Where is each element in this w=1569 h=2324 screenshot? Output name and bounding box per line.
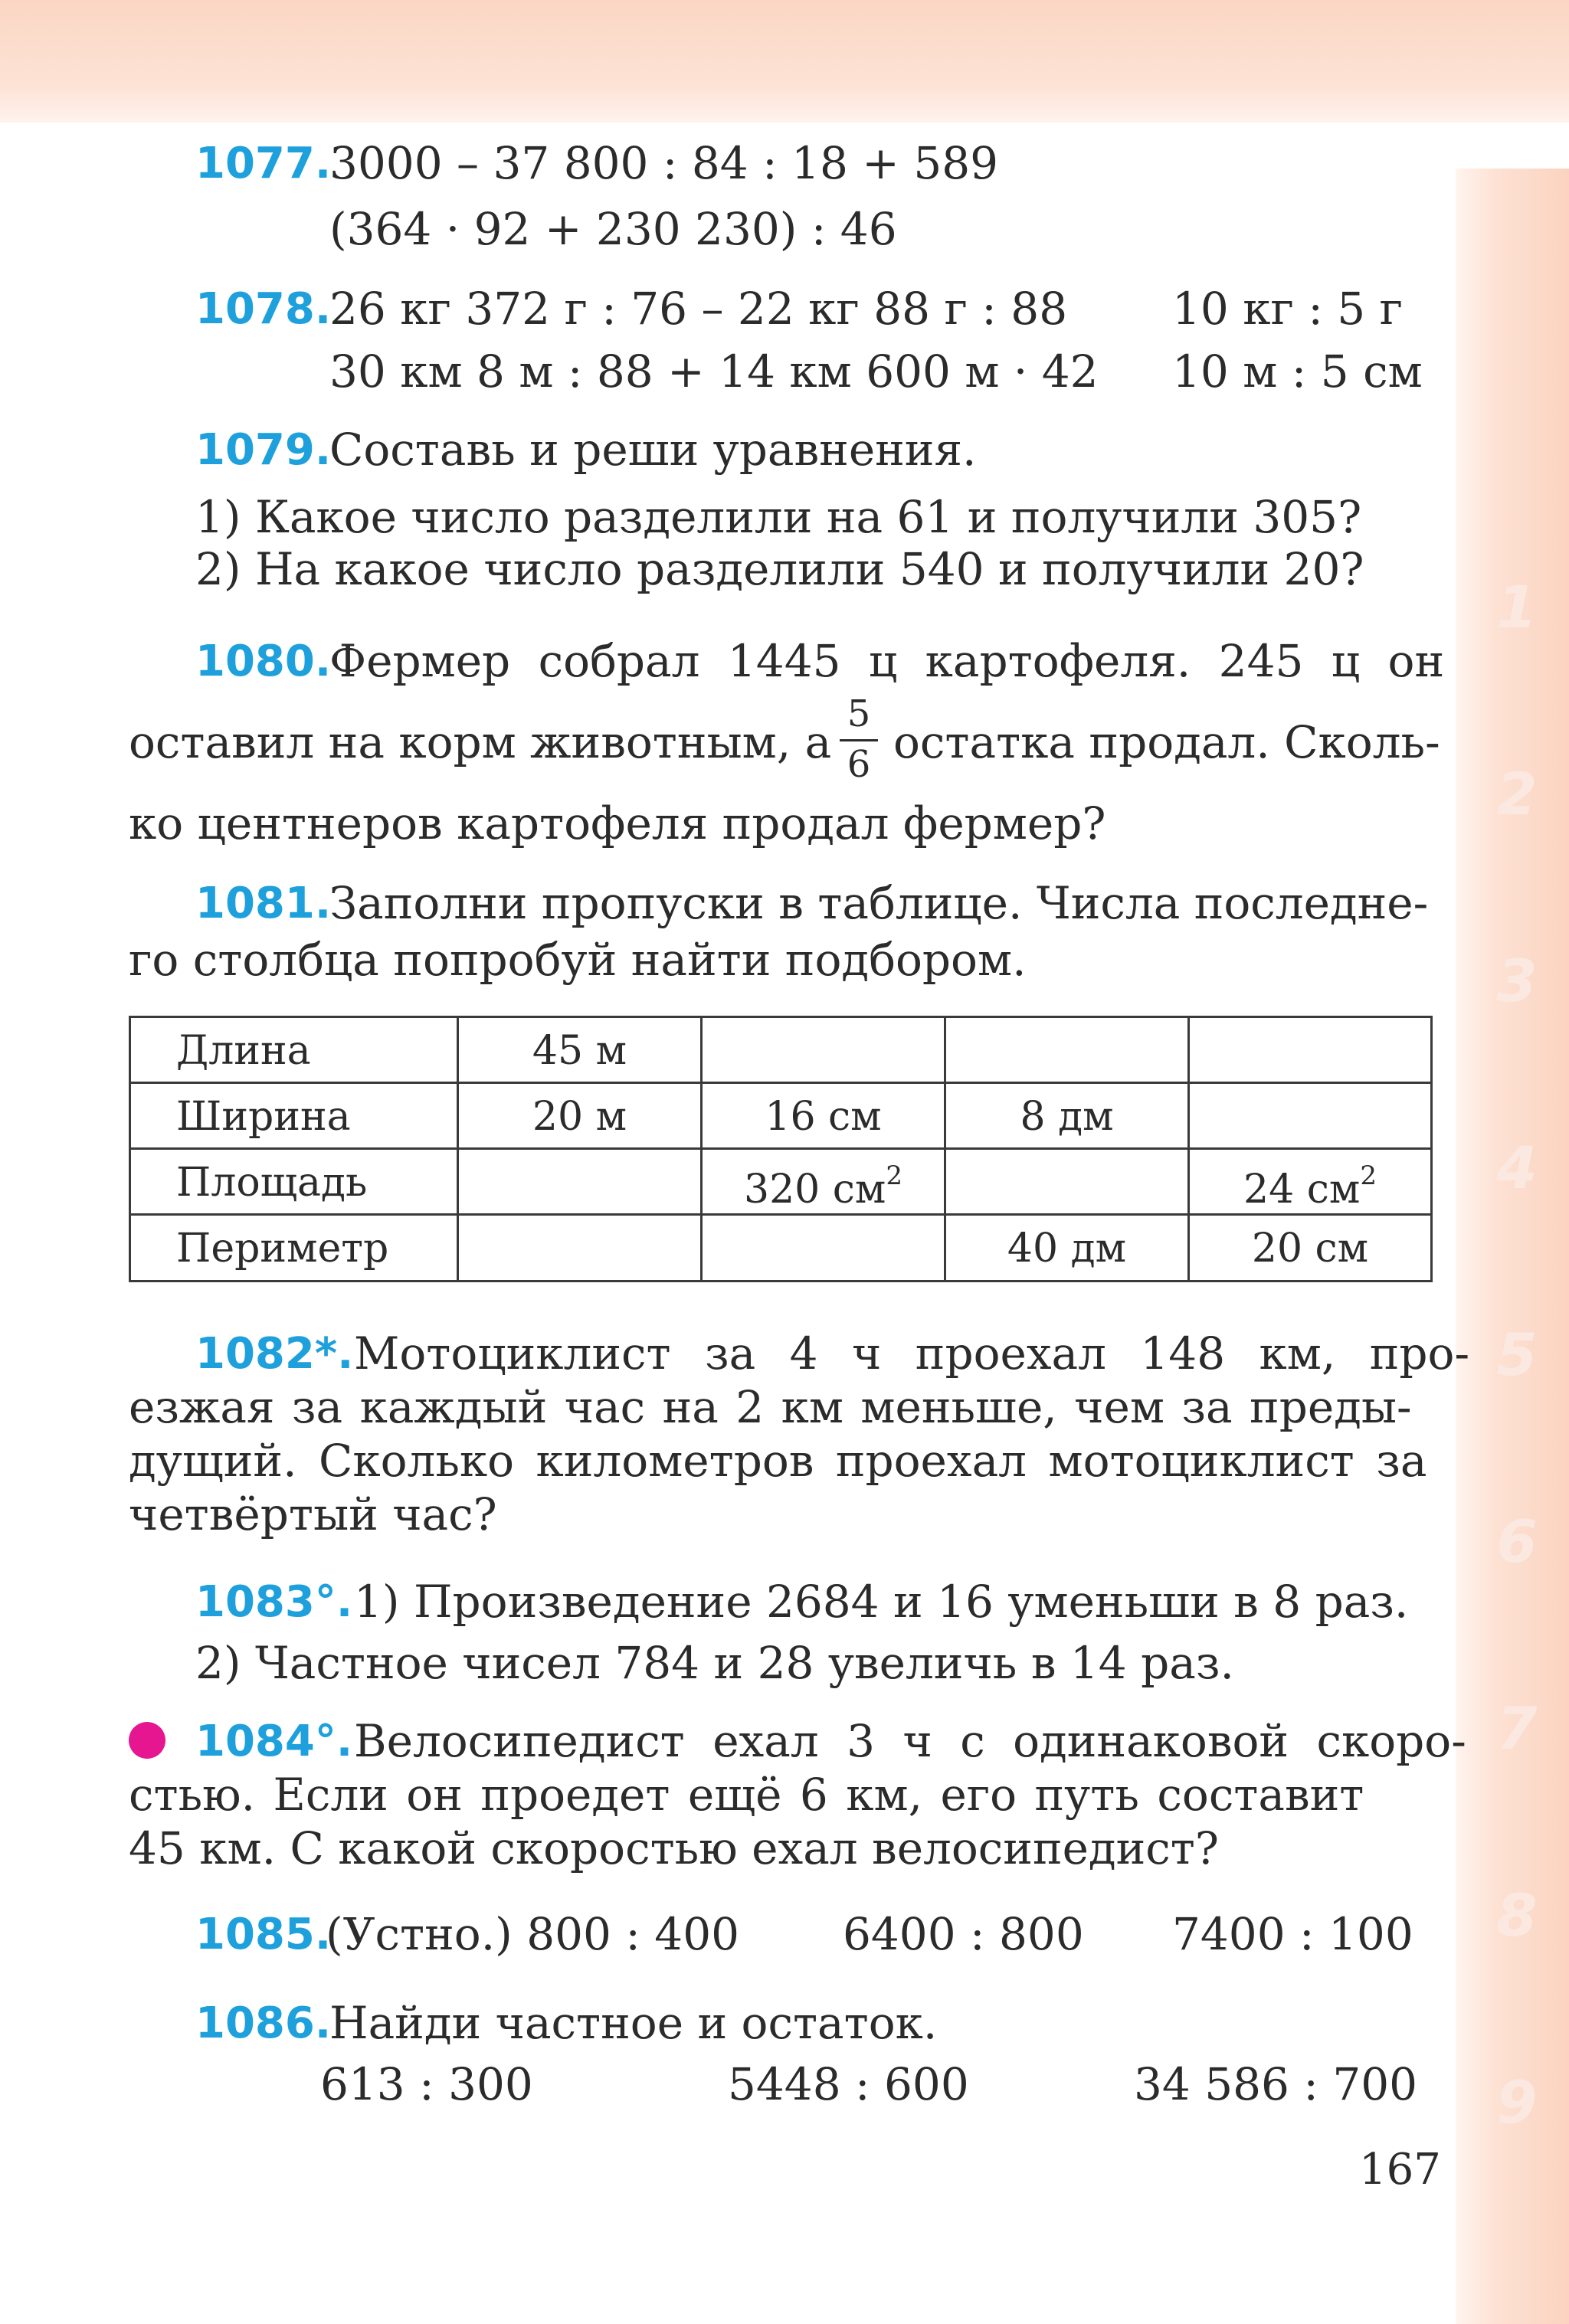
- data-table: [129, 1016, 1433, 1282]
- exercise-text: остатка продал. Сколь-: [893, 716, 1440, 768]
- table-border: [129, 1016, 131, 1282]
- expression-line: 3000 – 37 800 : 84 : 18 + 589: [329, 137, 999, 189]
- fraction-denominator: 6: [847, 743, 871, 786]
- exercise-text: ко центнеров картофеля продал фермер?: [129, 797, 1106, 849]
- exercise-text: 2) На какое число разделили 540 и получили 20?: [195, 543, 1364, 595]
- exercise-text: 45 км. С какой скоростью ехал велосипедист?: [129, 1822, 1219, 1874]
- table-border: [129, 1280, 1433, 1282]
- exercise-number: 1085.: [195, 1910, 332, 1959]
- exercise-text: стью. Если он проедет ещё 6 км, его путь составит: [129, 1769, 1364, 1821]
- margin-number: 1: [1496, 573, 1538, 641]
- exercise-text: Велосипедист ехал 3 ч с одинаковой скоро-: [354, 1715, 1466, 1767]
- expression-line: 10 кг : 5 г: [1172, 283, 1404, 335]
- expression-line: 30 км 8 м : 88 + 14 км 600 м · 42: [329, 345, 1099, 398]
- table-border: [700, 1016, 703, 1282]
- table-cell: 40 дм: [1007, 1226, 1127, 1272]
- table-border: [129, 1147, 1433, 1150]
- exercise-text: 1) Произведение 2684 и 16 уменьши в 8 раз.: [354, 1576, 1409, 1628]
- expression-line: 10 м : 5 см: [1172, 345, 1423, 398]
- expression: 6400 : 800: [843, 1908, 1084, 1960]
- exercise-text: Фермер собрал 1445 ц картофеля. 245 ц он: [329, 635, 1445, 687]
- exercise-number: 1084°.: [195, 1717, 353, 1766]
- expression: 613 : 300: [320, 2058, 533, 2110]
- exercise-text: 2) Частное чисел 784 и 28 увеличь в 14 раз.: [195, 1637, 1234, 1689]
- side-strip: [1456, 169, 1569, 2324]
- superscript: 2: [1360, 1160, 1377, 1191]
- exercise-text: четвёртый час?: [129, 1488, 497, 1540]
- exercise-text: езжая за каждый час на 2 км меньше, чем за преды-: [129, 1381, 1412, 1433]
- exercise-text: Составь и реши уравнения.: [329, 424, 977, 476]
- margin-number: 8: [1496, 1881, 1538, 1949]
- exercise-text: Найди частное и остаток.: [329, 1997, 938, 2049]
- expression: 5448 : 600: [728, 2058, 969, 2110]
- exercise-number: 1078.: [195, 284, 332, 334]
- table-border: [129, 1213, 1433, 1216]
- fraction-numerator: 5: [847, 692, 871, 735]
- table-cell: 16 см: [765, 1094, 882, 1140]
- table-row-label: Площадь: [176, 1160, 368, 1206]
- table-cell: 20 м: [532, 1094, 627, 1140]
- table-border: [129, 1082, 1433, 1084]
- margin-number: 7: [1496, 1694, 1538, 1763]
- expression: 34 586 : 700: [1134, 2058, 1418, 2110]
- area-value: 24 см: [1243, 1167, 1361, 1213]
- margin-number: 2: [1496, 760, 1538, 828]
- exercise-text: Заполни пропуски в таблице. Числа последне-: [329, 877, 1429, 929]
- exercise-text: го столбца попробуй найти подбором.: [129, 934, 1027, 986]
- exercise-text: оставил на корм животным, а: [129, 716, 832, 768]
- margin-number: 3: [1496, 947, 1538, 1015]
- expression-line: (364 · 92 + 230 230) : 46: [329, 203, 897, 255]
- table-border: [129, 1016, 1433, 1018]
- superscript: 2: [886, 1160, 902, 1191]
- table-cell: 8 дм: [1020, 1094, 1114, 1140]
- exercise-number: 1086.: [195, 1998, 332, 2048]
- top-band: [0, 0, 1569, 123]
- exercise-number: 1083°.: [195, 1577, 353, 1627]
- area-value: 320 см: [744, 1167, 886, 1213]
- table-cell: [703, 1160, 944, 1213]
- expression: 7400 : 100: [1172, 1908, 1413, 1960]
- exercise-number: 1079.: [195, 425, 332, 475]
- table-row-label: Ширина: [176, 1094, 351, 1140]
- exercise-text: 1) Какое число разделили на 61 и получили 305?: [195, 491, 1362, 543]
- margin-number: 4: [1496, 1134, 1538, 1202]
- margin-number: 9: [1496, 2068, 1538, 2136]
- margin-number: 5: [1496, 1321, 1538, 1389]
- exercise-number: 1081.: [195, 879, 332, 928]
- exercise-number: 1080.: [195, 637, 332, 686]
- table-cell: 45 м: [532, 1028, 627, 1074]
- page-number: 167: [1359, 2145, 1441, 2195]
- bullet-marker: [129, 1722, 165, 1759]
- expression-line: 26 кг 372 г : 76 – 22 кг 88 г : 88: [329, 283, 1068, 335]
- table-border: [1430, 1016, 1433, 1282]
- expression: (Устно.) 800 : 400: [326, 1908, 740, 1960]
- table-cell: [1190, 1160, 1430, 1213]
- margin-number: 6: [1496, 1507, 1538, 1576]
- exercise-text: дущий. Сколько километров проехал мотоциклист за: [129, 1435, 1427, 1487]
- exercise-number: 1082*.: [195, 1329, 354, 1379]
- exercise-number: 1077.: [195, 139, 332, 188]
- table-cell: 20 см: [1251, 1226, 1369, 1272]
- table-row-label: Периметр: [176, 1226, 389, 1272]
- exercise-text: Мотоциклист за 4 ч проехал 148 км, про-: [354, 1327, 1470, 1380]
- fraction-bar: [840, 739, 878, 741]
- table-row-label: Длина: [176, 1028, 311, 1074]
